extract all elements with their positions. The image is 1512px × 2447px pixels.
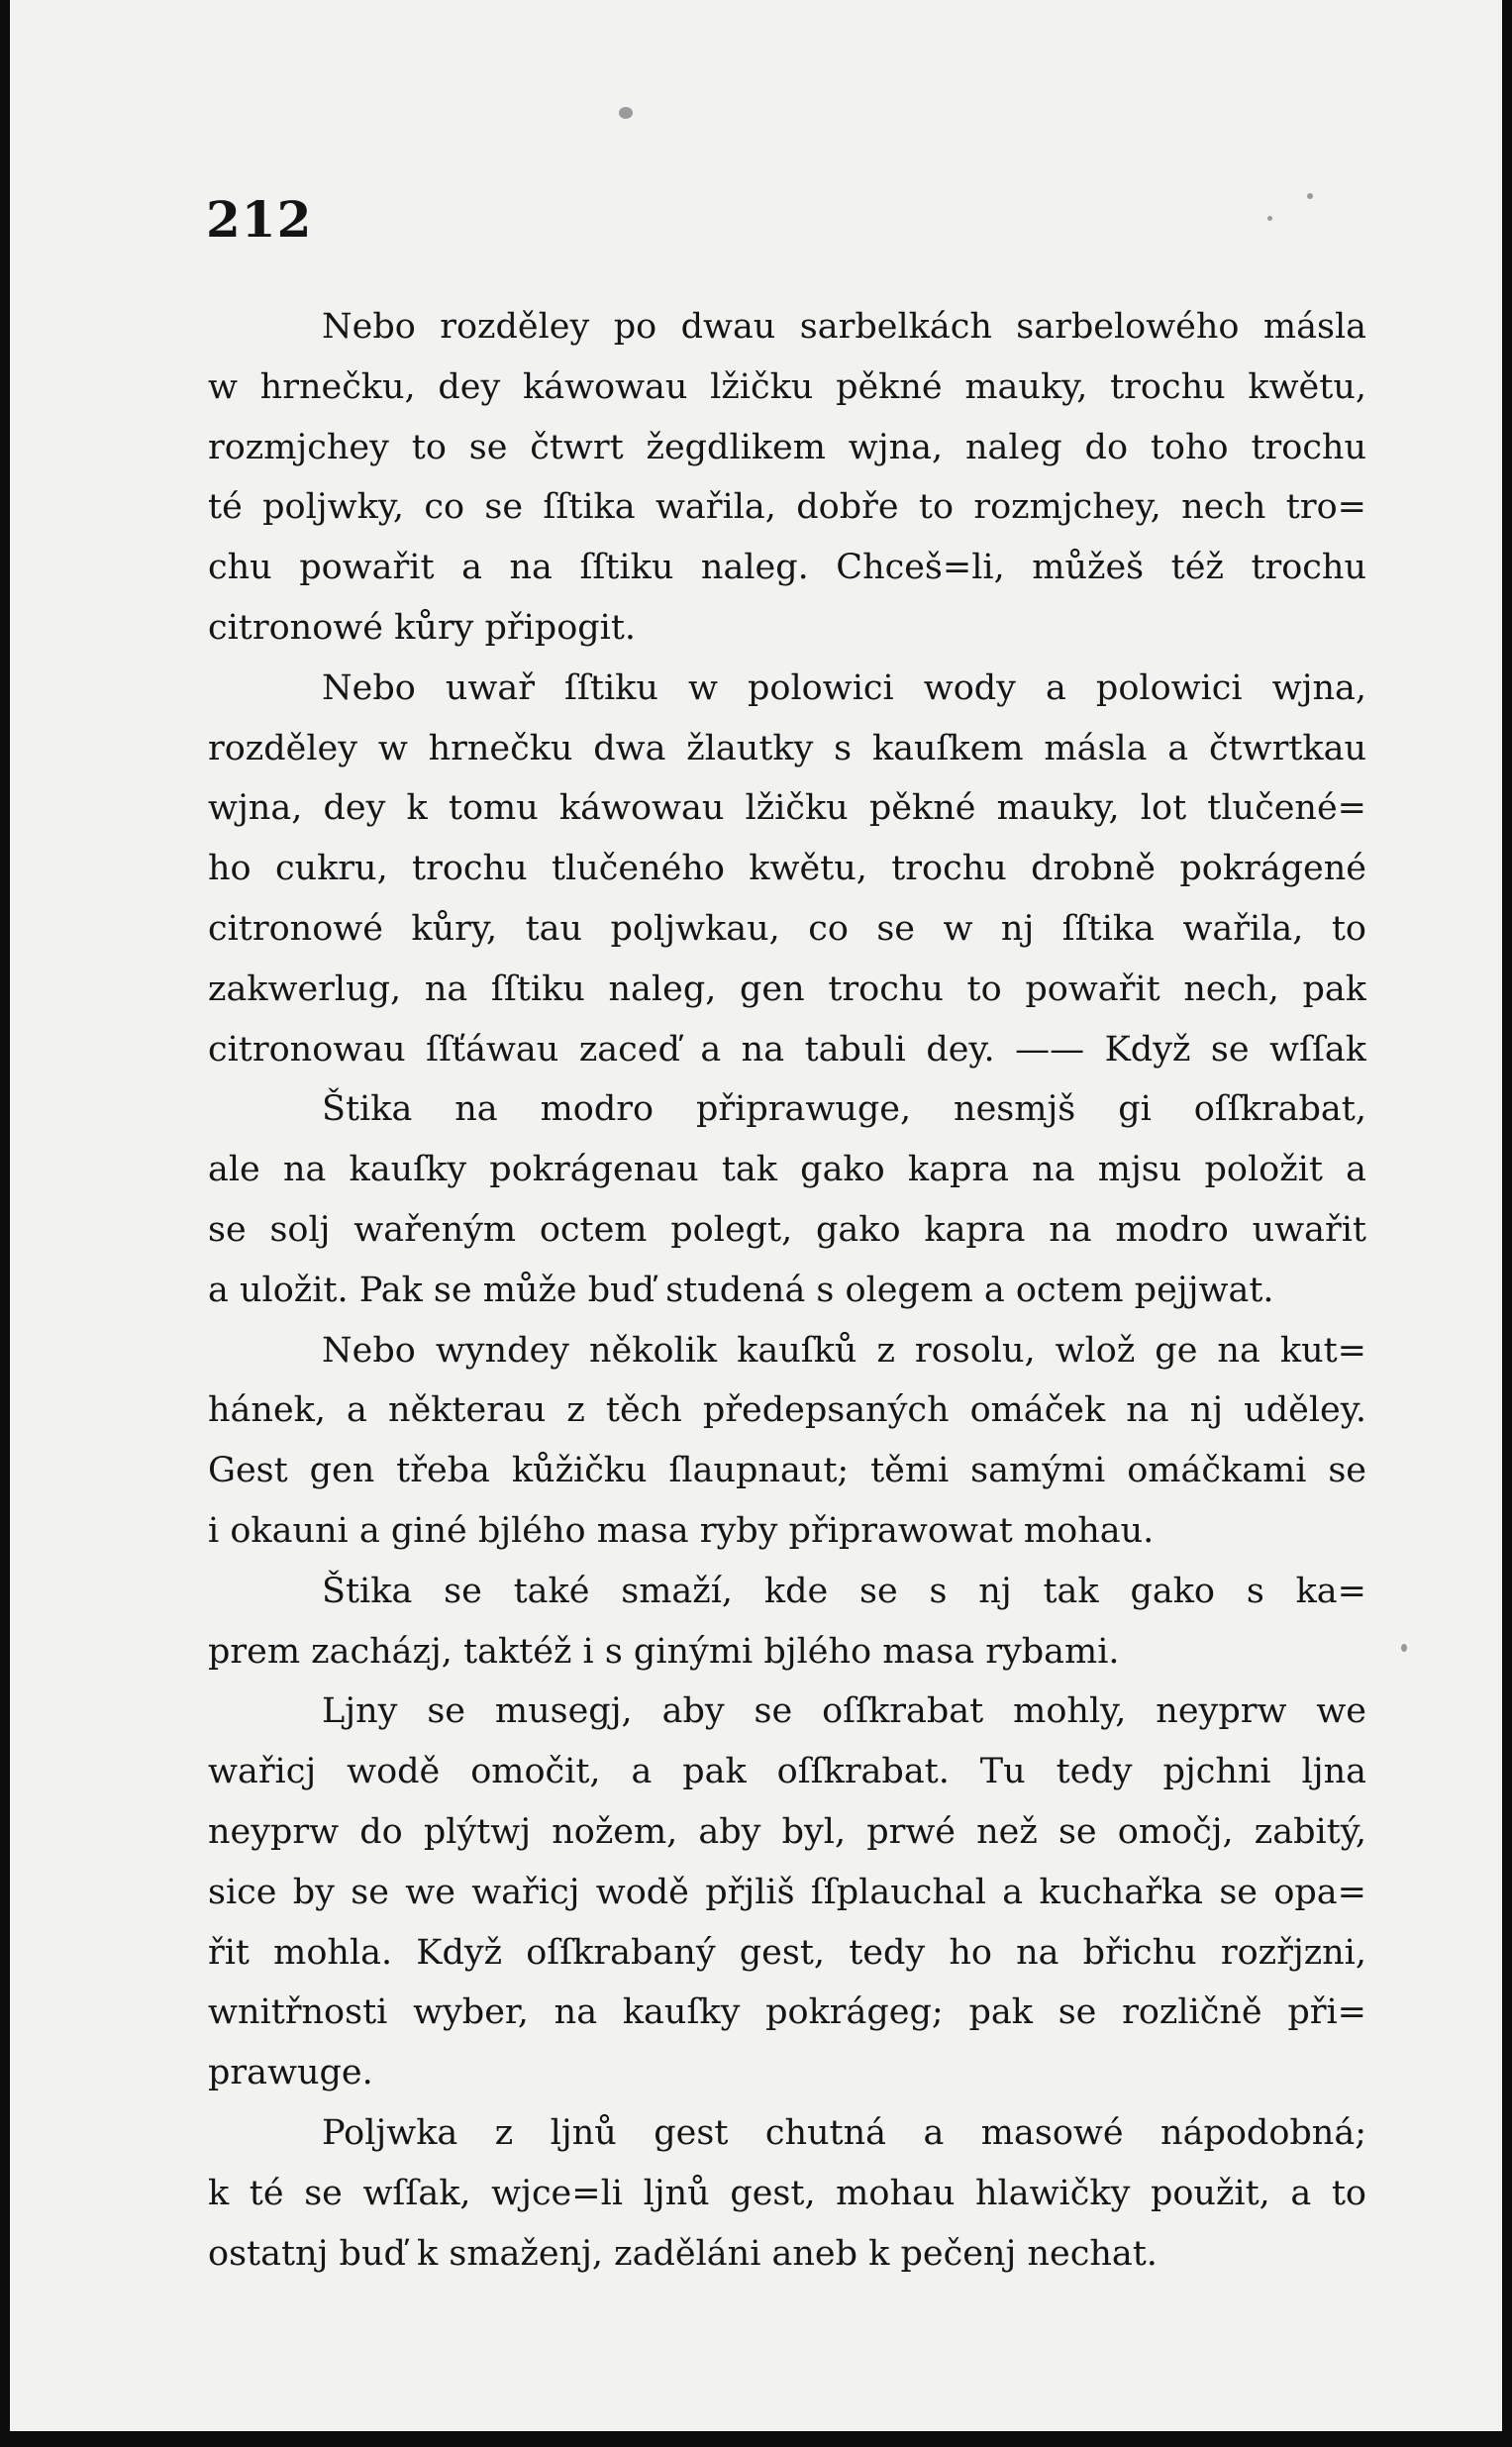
text-line: ho cukru, trochu tlučeného kwětu, trochu drobně pokrágené: [208, 849, 1366, 889]
text-line: Nebo rozděley po dwau sarbelkách sarbelowého másla: [322, 307, 1366, 347]
text-line: Nebo uwař ſſtiku w polowici wody a polowici wjna,: [322, 667, 1366, 708]
text-line: Ljny se musegj, aby se oſſkrabat mohly, neyprw we: [322, 1691, 1366, 1732]
text-line: a uložit. Pak se může buď studená s olegem a octem pejjwat.: [208, 1270, 1274, 1310]
text-line: ale na kauſky pokrágenau tak gako kapra na mjsu položit a: [208, 1150, 1366, 1190]
text-line: citronowé kůry připogit.: [208, 607, 637, 648]
text-line: prem zacházj, taktéž i s ginými bjlého masa rybami.: [208, 1631, 1120, 1672]
book-page: [10, 0, 1502, 2431]
text-line: citronowau ſſťáwau zaceď a na tabuli dey. —— Když se wſſak: [208, 1029, 1366, 1070]
text-line: řit mohla. Když oſſkrabaný gest, tedy ho na břichu rozřjzni,: [208, 1932, 1366, 1973]
text-line: k té se wſſak, wjce=li ljnů gest, mohau hlawičky použit, a to: [208, 2173, 1366, 2213]
text-line: Štika na modro připrawuge, nesmjš gi oſſkrabat,: [322, 1089, 1366, 1130]
text-line: ostatnj buď k smaženj, zaděláni aneb k pečenj nechat.: [208, 2233, 1158, 2274]
text-line: Gest gen třeba kůžičku ſlaupnaut; těmi samými omáčkami se: [208, 1451, 1366, 1491]
text-line: Nebo wyndey několik kauſků z rosolu, wlož ge na kut=: [322, 1330, 1366, 1371]
text-line: wjna, dey k tomu káwowau lžičku pěkné mauky, lot tlučené=: [208, 788, 1366, 829]
text-line: té poljwky, co se ſſtika wařila, dobře to rozmjchey, nech tro=: [208, 487, 1366, 528]
paper-speck: [1401, 1644, 1407, 1652]
text-line: wnitřnosti wyber, na kauſky pokrágeg; pak se rozličně při=: [208, 1992, 1366, 2033]
text-line: wařicj wodě omočit, a pak oſſkrabat. Tu tedy pjchni ljna: [208, 1752, 1366, 1792]
text-line: citronowé kůry, tau poljwkau, co se w nj ſſtika wařila, to: [208, 908, 1366, 949]
paper-speck: [1307, 193, 1313, 199]
text-line: neyprw do plýtwj nožem, aby byl, prwé než se omočj, zabitý,: [208, 1811, 1366, 1852]
text-line: rozmjchey to se čtwrt žegdlikem wjna, naleg do toho trochu: [208, 427, 1366, 467]
page-number: 212: [206, 190, 313, 249]
text-line: zakwerlug, na ſſtiku naleg, gen trochu to powařit nech, pak: [208, 969, 1366, 1009]
text-line: se solj wařeným octem polegt, gako kapra na modro uwařit: [208, 1209, 1366, 1250]
text-line: w hrnečku, dey káwowau lžičku pěkné mauky, trochu kwětu,: [208, 366, 1366, 407]
paper-speck: [1267, 216, 1272, 221]
text-line: Poljwka z ljnů gest chutná a masowé nápodobná;: [322, 2112, 1366, 2153]
text-line: hánek, a některau z těch předepsaných omáček na nj uděley.: [208, 1390, 1366, 1431]
text-line: chu powařit a na ſſtiku naleg. Chceš=li, můžeš též trochu: [208, 548, 1366, 588]
text-line: prawuge.: [208, 2053, 373, 2093]
text-line: Štika se také smaží, kde se s nj tak gako s ka=: [322, 1571, 1366, 1611]
text-line: sice by se we wařicj wodě přjliš ſſplauchal a kuchařka se opa=: [208, 1872, 1366, 1912]
text-line: i okauni a giné bjlého masa ryby připrawowat mohau.: [208, 1510, 1155, 1551]
text-line: rozděley w hrnečku dwa žlautky s kauſkem másla a čtwrtkau: [208, 728, 1366, 768]
page-text: [208, 297, 1366, 2284]
paper-speck: [619, 107, 633, 119]
